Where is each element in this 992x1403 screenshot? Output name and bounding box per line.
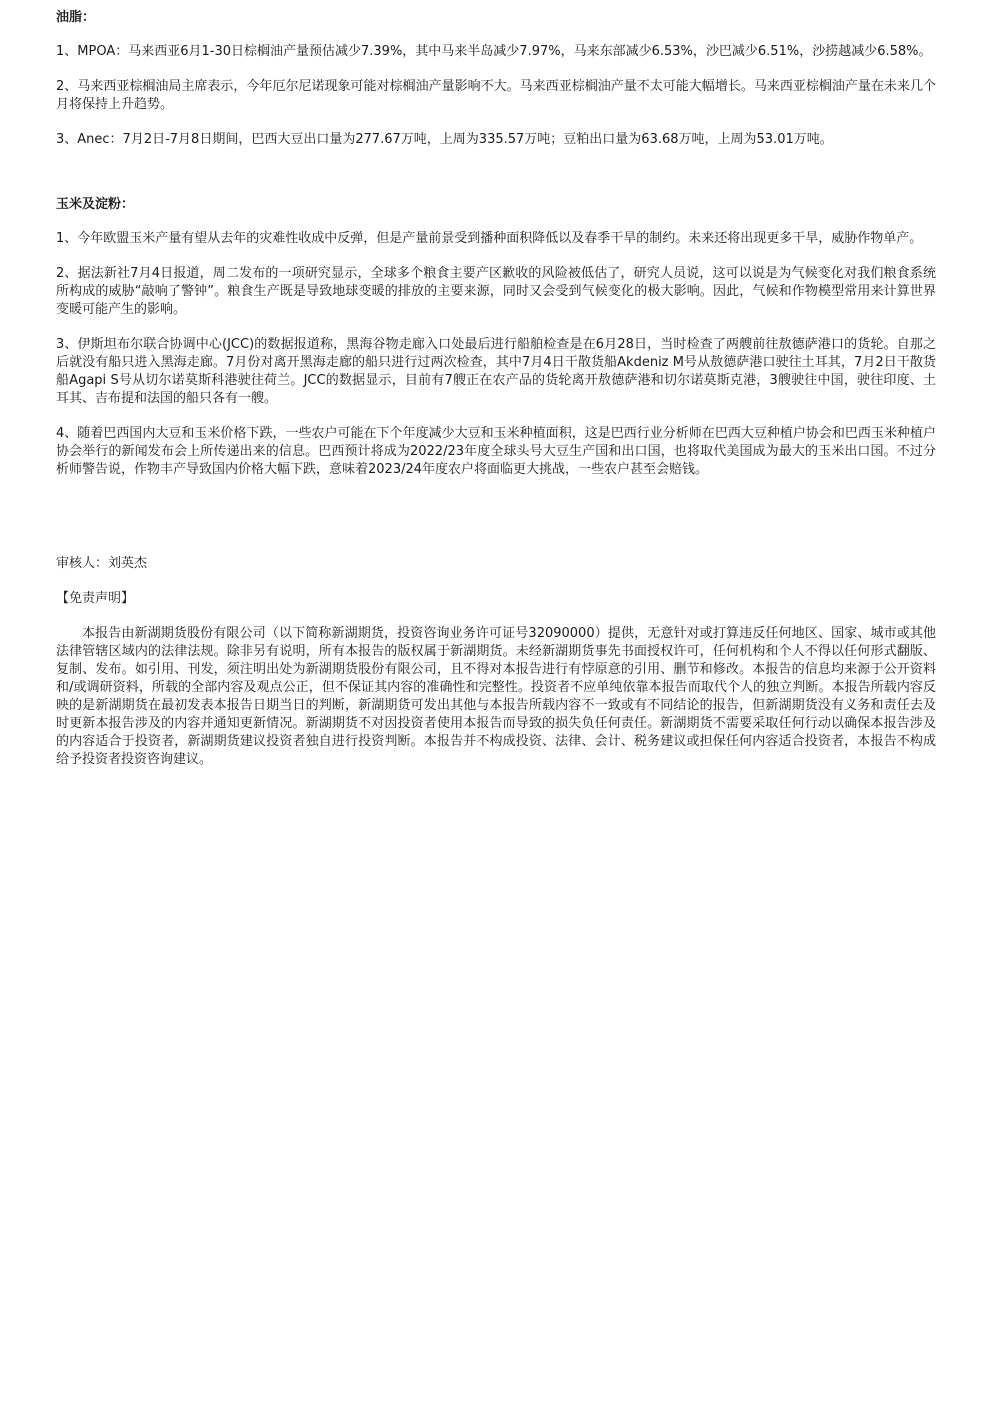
corn-item-2: 2、据法新社7月4日报道，周二发布的一项研究显示，全球多个粮食主要产区歉收的风险被低估了，研究人员说，这可以说是为气候变化对我们粮食系统所构成的威胁“敲响了警钟”。粮食生产既是导致地球变暖的排放的主要来源，同时又会受到气候变化的极大影响。因此，气候和作物模型常用来计算世界变暖可能产生的影响。 — [56, 266, 936, 317]
oils-section — [56, 8, 936, 149]
oils-item-3: 3、Anec：7月2日-7月8日期间，巴西大豆出口量为277.67万吨，上周为335.57万吨；豆粕出口量为63.68万吨，上周为53.01万吨。 — [56, 132, 833, 147]
corn-item-4: 4、随着巴西国内大豆和玉米价格下跌，一些农户可能在下个年度减少大豆和玉米种植面积，这是巴西行业分析师在巴西大豆种植户协会和巴西玉米种植户协会举行的新闻发布会上所传递出来的信息。巴西预计将成为2022/23年度全球头号大豆生产国和出口国，也将取代美国成为最大的玉米出口国。不过分析师警告说，作物丰产导致国内价格大幅下跌，意味着2023/24年度农户将面临更大挑战，一些农户甚至会赔钱。 — [56, 426, 936, 477]
document-page — [56, 8, 936, 769]
oils-item-1: 1、MPOA：马来西亚6月1-30日棕榈油产量预估减少7.39%，其中马来半岛减少7.97%，马来东部减少6.53%，沙巴减少6.51%，沙捞越减少6.58%。 — [56, 44, 932, 59]
oils-section-title: 油脂： — [56, 10, 96, 25]
corn-section-title: 玉米及淀粉： — [56, 197, 135, 212]
corn-item-1: 1、今年欧盟玉米产量有望从去年的灾难性收成中反弹，但是产量前景受到播种面积降低以及春季干旱的制约。未来还将出现更多干旱，威胁作物单产。 — [56, 231, 923, 246]
disclaimer-body: 本报告由新湖期货股份有限公司（以下简称新湖期货，投资咨询业务许可证号32090000）提供，无意针对或打算违反任何地区、国家、城市或其他法律管辖区域内的法律法规。除非另有说明，所有本报告的版权属于新湖期货。未经新湖期货事先书面授权许可，任何机构和个人不得以任何形式翻版、复制、发布。如引用、刊发，须注明出处为新湖期货股份有限公司，且不得对本报告进行有悖原意的引用、删节和修改。本报告的信息均来源于公开资料和/或调研资料，所载的全部内容及观点公正，但不保证其内容的准确性和完整性。投资者不应单纯依靠本报告而取代个人的独立判断。本报告所载内容反映的是新湖期货在最初发表本报告日期当日的判断，新湖期货可发出其他与本报告所载内容不一致或有不同结论的报告，但新湖期货没有义务和责任去及时更新本报告涉及的内容并通知更新情况。新湖期货不对因投资者使用本报告而导致的损失负任何责任。新湖期货不需要采取任何行动以确保本报告涉及的内容适合于投资者，新湖期货建议投资者独自进行投资判断。本报告并不构成投资、法律、会计、税务建议或担保任何内容适合投资者，本报告不构成给予投资者投资咨询建议。 — [56, 626, 936, 767]
disclaimer-title: 【免责声明】 — [56, 591, 135, 606]
oils-item-2: 2、马来西亚棕榈油局主席表示，今年厄尔尼诺现象可能对棕榈油产量影响不大。马来西亚棕榈油产量不太可能大幅增长。马来西亚棕榈油产量在未来几个月将保持上升趋势。 — [56, 79, 936, 112]
corn-item-3: 3、伊斯坦布尔联合协调中心(JCC)的数据报道称，黑海谷物走廊入口处最后进行船舶检查是在6月28日，当时检查了两艘前往敖德萨港口的货轮。自那之后就没有船只进入黑海走廊。7月份对离开黑海走廊的船只进行过两次检查，其中7月4日干散货船Akdeniz M号从敖德萨港口驶往土耳其，7月2日干散货船Agapi S号从切尔诺莫斯科港驶往荷兰。JCC的数据显示，目前有7艘正在农产品的货轮离开敖德萨港和切尔诺莫斯克港，3艘驶往中国，驶往印度、土耳其、吉布提和法国的船只各有一艘。 — [56, 337, 936, 406]
corn-section — [56, 195, 936, 479]
reviewer-line: 审核人：刘英杰 — [56, 556, 148, 571]
